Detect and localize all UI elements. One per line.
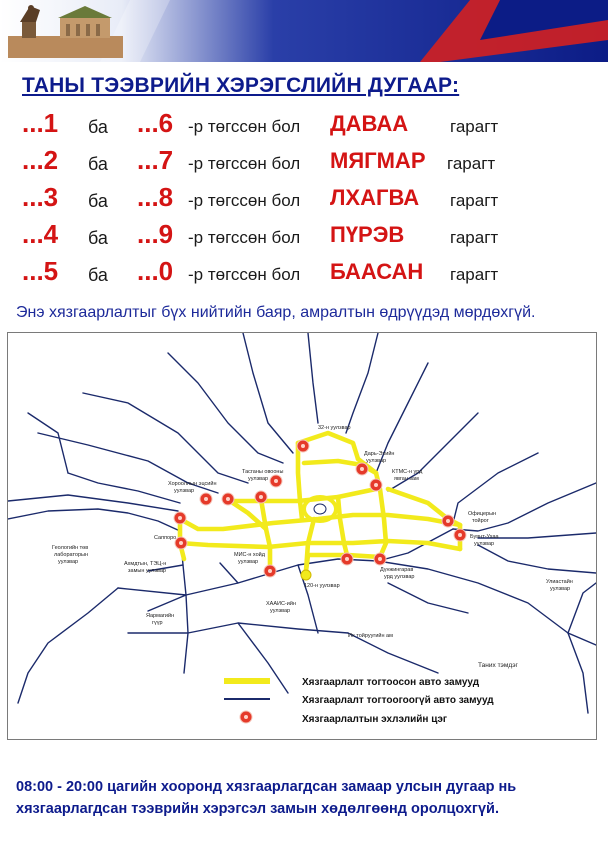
garag-text: гарагт: [450, 117, 499, 136]
restriction-point: [200, 493, 212, 505]
restriction-point: [175, 537, 187, 549]
garag-text: гарагт: [447, 154, 496, 173]
place-label: лабораторын: [54, 552, 89, 558]
place-label: Дүнжингарав: [380, 567, 414, 573]
garag-text: гарагт: [450, 191, 499, 210]
schedule-row: [0, 219, 608, 253]
place-label: Саппоро: [154, 535, 177, 541]
place-label: уулзвар: [238, 559, 259, 565]
restriction-point: [356, 463, 368, 475]
restricted-roads: [180, 433, 460, 571]
restriction-point: [341, 553, 353, 565]
place-label: Хорооллын эцсийн: [168, 481, 217, 487]
schedule-row: [0, 108, 608, 142]
place-label: Яармагийн: [146, 613, 175, 619]
suffix-text: -р төгссөн бол: [188, 265, 301, 284]
restriction-point: [255, 491, 267, 503]
place-label: Улиастайн: [546, 579, 573, 585]
conjunction-text: ба: [88, 191, 108, 211]
restriction-point: [297, 440, 309, 452]
place-label: уулзвар: [248, 476, 269, 482]
place-label: 120-н уулзвар: [304, 583, 340, 589]
weekday-label: МЯГМАР: [330, 148, 426, 173]
digit-second: ...0: [137, 256, 174, 286]
conjunction-text: ба: [88, 117, 108, 137]
place-label: Ахмдтын, ТЭЦ-н: [124, 561, 167, 567]
place-label: Их тойруугийн ам: [348, 633, 393, 639]
suffix-text: -р төгссөн бол: [188, 191, 301, 210]
restriction-point: [301, 570, 311, 580]
footer-notice: 08:00 - 20:00 цагийн хооронд хязгаарлагдсан замаар улсын дугаар нь хязгаарлагдсан тээврийн хэрэгсэл замын хөдөлгөөнд оролцохгүй.: [16, 779, 517, 817]
legend-label: Хязгаарлалтын эхлэлийн цэг: [302, 714, 448, 725]
place-label: Буянт-Ухаа: [470, 534, 499, 540]
place-label: уулзвар: [550, 586, 571, 592]
digit-first: ...4: [22, 219, 59, 249]
place-label: гүүр: [152, 620, 163, 626]
place-label: Офицерын: [468, 511, 497, 517]
schedule-row: [0, 256, 608, 290]
legend-label: Хязгаарлалт тогтоогоогүй авто замууд: [302, 695, 494, 706]
page-title: ТАНЫ ТЭЭВРИЙН ХЭРЭГСЛИЙН ДУГААР:: [22, 74, 460, 97]
conjunction-text: ба: [88, 154, 108, 174]
restriction-point: [442, 515, 454, 527]
digit-first: ...5: [22, 256, 59, 286]
place-label: уулзвар: [366, 458, 387, 464]
restriction-point: [222, 493, 234, 505]
place-label: КТМС-н урд: [392, 469, 423, 475]
place-label: замын уулзвар: [128, 568, 166, 574]
place-label: Тасганы овооны: [242, 469, 284, 475]
schedule-row: [0, 182, 608, 216]
digit-first: ...3: [22, 182, 59, 212]
place-label: уулзвар: [58, 559, 79, 565]
place-label: Дарь-Эхийн: [364, 451, 395, 457]
place-label: МИС-н хойд: [234, 552, 265, 558]
schedule-row: [0, 145, 608, 179]
suffix-text: -р төгссөн бол: [188, 228, 301, 247]
place-label: тойрог: [472, 518, 489, 524]
suffix-text: -р төгссөн бол: [188, 117, 301, 136]
map-canvas: [8, 333, 596, 739]
weekday-label: ПҮРЭВ: [330, 222, 405, 247]
place-label: явган зам: [394, 476, 419, 482]
holiday-note: Энэ хязгаарлалтыг бүх нийтийн баяр, амралтын өдрүүдэд мөрдөхгүй.: [16, 304, 536, 321]
place-label: 32-н уулзвар: [318, 425, 351, 431]
digit-second: ...7: [137, 145, 174, 175]
digit-second: ...9: [137, 219, 174, 249]
digit-first: ...2: [22, 145, 59, 175]
suffix-text: -р төгссөн бол: [188, 154, 301, 173]
unrestricted-roads: [8, 333, 596, 713]
place-label: урд уулзвар: [384, 574, 415, 580]
restriction-point: [270, 475, 282, 487]
restriction-point: [454, 529, 466, 541]
restriction-point: [174, 512, 186, 524]
garag-text: гарагт: [450, 228, 499, 247]
place-label: уулзвар: [270, 608, 291, 614]
place-label: уулзвар: [174, 488, 195, 494]
digit-second: ...6: [137, 108, 174, 138]
digit-second: ...8: [137, 182, 174, 212]
legend-label: Хязгаарлалт тогтоосон авто замууд: [302, 677, 480, 688]
top-banner: [0, 0, 608, 62]
road-map: [7, 332, 597, 740]
map-legend: [224, 662, 519, 725]
place-label: уулзвар: [474, 541, 495, 547]
restriction-point: [264, 565, 276, 577]
place-label: Геологийн төв: [52, 545, 89, 551]
digit-first: ...1: [22, 108, 59, 138]
legend-title: Таних тэмдэг: [478, 662, 518, 669]
weekday-label: ДАВАА: [330, 111, 409, 136]
conjunction-text: ба: [88, 265, 108, 285]
weekday-label: БААСАН: [330, 259, 424, 284]
conjunction-text: ба: [88, 228, 108, 248]
weekday-label: ЛХАГВА: [330, 185, 420, 210]
garag-text: гарагт: [450, 265, 499, 284]
banner-graphic: [0, 0, 608, 62]
place-label: ХААИС-ийн: [266, 601, 296, 607]
restriction-point: [374, 553, 386, 565]
restriction-point: [370, 479, 382, 491]
